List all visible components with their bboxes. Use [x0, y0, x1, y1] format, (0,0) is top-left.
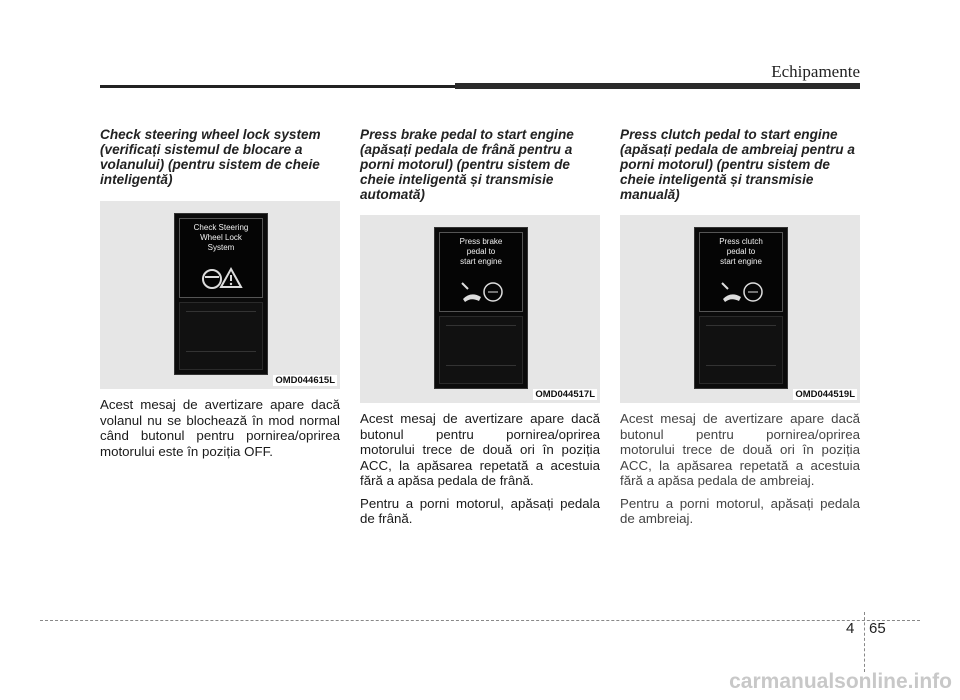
image-code: OMD044615L [275, 375, 335, 386]
column-steering-lock [100, 127, 340, 459]
cluster-gauge-area [699, 316, 783, 384]
header-rule-accent [455, 83, 860, 89]
cluster-figure [360, 215, 600, 403]
steering-wheel-warning-icon [199, 265, 243, 291]
chapter-number: 4 [846, 620, 855, 637]
gauge-line [186, 311, 256, 326]
section-title: Echipamente [771, 62, 860, 81]
body-paragraph: Pentru a porni motorul, apăsați pedala de ambreiaj. [620, 495, 860, 526]
watermark: carmanualsonline.info [729, 670, 952, 693]
cluster-screen [694, 227, 788, 389]
gauge-line [446, 325, 516, 340]
cluster-message: Press brake pedal to start engine [459, 237, 503, 266]
cluster-message-area [699, 232, 783, 312]
cluster-screen [174, 213, 268, 375]
cluster-message: Press clutch pedal to start engine [719, 237, 763, 266]
clutch-pedal-start-button-icon [719, 279, 763, 305]
column-heading: Check steering wheel lock system (verificați sistemul de blocare a volanului) (pentru sistem de cheie inteligentă) [100, 127, 321, 187]
cluster-message-area [439, 232, 523, 312]
column-clutch-pedal [620, 127, 860, 527]
page-number-separator [864, 612, 865, 672]
cluster-message-area [179, 218, 263, 298]
cluster-gauge-area [179, 302, 263, 370]
cluster-gauge-area [439, 316, 523, 384]
gauge-line [186, 351, 256, 366]
body-paragraph: Pentru a porni motorul, apăsați pedala de frână. [360, 495, 600, 526]
cluster-figure [620, 215, 860, 403]
body-paragraph: Acest mesaj de avertizare apare dacă volanul nu se blochează în mod normal când butonul pentru pornirea/oprirea motorului este în poziția OFF. [100, 397, 340, 459]
body-paragraph: Acest mesaj de avertizare apare dacă butonul pentru pornirea/oprirea motorului trece de două ori în poziția ACC, la apăsarea repetată a acestuia fără a apăsa pedala de frână. [360, 411, 600, 488]
brake-pedal-start-button-icon [459, 279, 503, 305]
column-brake-pedal [360, 127, 600, 527]
page-number: 65 [869, 620, 886, 637]
gauge-line [706, 325, 776, 340]
gauge-line [446, 365, 516, 380]
cluster-figure [100, 201, 340, 389]
column-heading: Press brake pedal to start engine (apăsați pedala de frână pentru a porni motorul) (pentru sistem de cheie inteligentă și transmisie automată) [360, 127, 574, 202]
cluster-message: Check Steering Wheel Lock System [193, 223, 249, 252]
image-code: OMD044519L [795, 389, 855, 400]
column-heading: Press clutch pedal to start engine (apăsați pedala de ambreiaj pentru a porni motorul) (pentru sistem de cheie inteligentă și transmisie manuală) [620, 127, 855, 202]
image-code: OMD044517L [535, 389, 595, 400]
gauge-line [706, 365, 776, 380]
footer-rule [40, 620, 920, 621]
cluster-screen [434, 227, 528, 389]
body-paragraph: Acest mesaj de avertizare apare dacă butonul pentru pornirea/oprirea motorului trece de două ori în poziția ACC, la apăsarea repetată a acestuia fără a apăsa pedala de ambreiaj. [620, 411, 860, 488]
